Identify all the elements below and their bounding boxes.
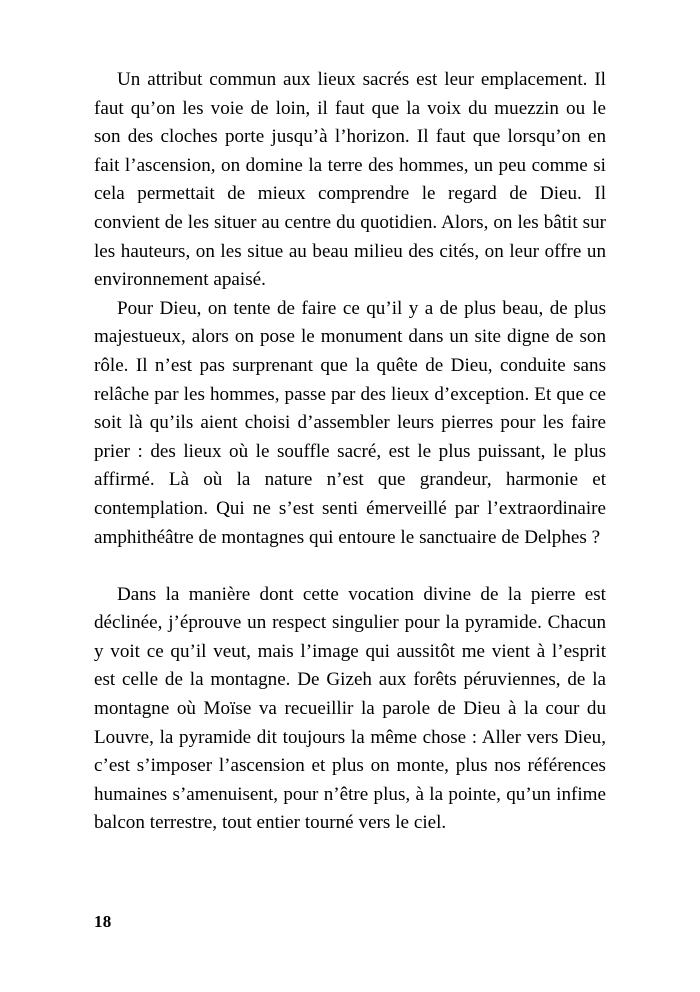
paragraph: Dans la manière dont cette vocation divine de la pierre est déclinée, j’éprouve un respect singulier pour la pyramide. Chacun y voit ce qu’il veut, mais l’image qui aussitôt me vient à l’esprit est celle de la montagne. De Gizeh aux forêts péruviennes, de la montagne où Moïse va recueillir la parole de Dieu à la cour du Louvre, la pyramide dit toujours la même chose : Aller vers Dieu, c’est s’imposer l’ascension et plus on monte, plus nos références humaines s’amenuisent, pour n’être plus, à la pointe, qu’un infime balcon terrestre, tout entier tourné vers le ciel. [94, 583, 606, 834]
paragraph: Un attribut commun aux lieux sacrés est leur emplacement. Il faut qu’on les voie de loin, il faut que la voix du muezzin ou le son des cloches porte jusqu’à l’horizon. Il faut que lorsqu’on en fait l’ascension, on domine la terre des hommes, un peu comme si cela permettait de mieux comprendre le regard de Dieu. Il convient de les situer au centre du quotidien. Alors, on les bâtit sur les hauteurs, on les situe au beau milieu des cités, on leur offre un environnement apaisé. [94, 69, 606, 291]
page-body-text [94, 66, 606, 838]
paragraph: Pour Dieu, on tente de faire ce qu’il y a de plus beau, de plus majestueux, alors on pose le monument dans un site digne de son rôle. Il n’est pas surprenant que la quête de Dieu, conduite sans relâche par les hommes, passe par des lieux d’exception. Et que ce soit là qu’ils aient choisi d’assembler leurs pierres pour les faire prier : des lieux où le souffle sacré, est le plus puissant, le plus affirmé. Là où la nature n’est que grandeur, harmonie et contemplation. Qui ne s’est senti émerveillé par l’extraordinaire amphithéâtre de montagnes qui entoure le sanctuaire de Delphes ? [94, 297, 606, 548]
page-number: 18 [94, 912, 112, 931]
